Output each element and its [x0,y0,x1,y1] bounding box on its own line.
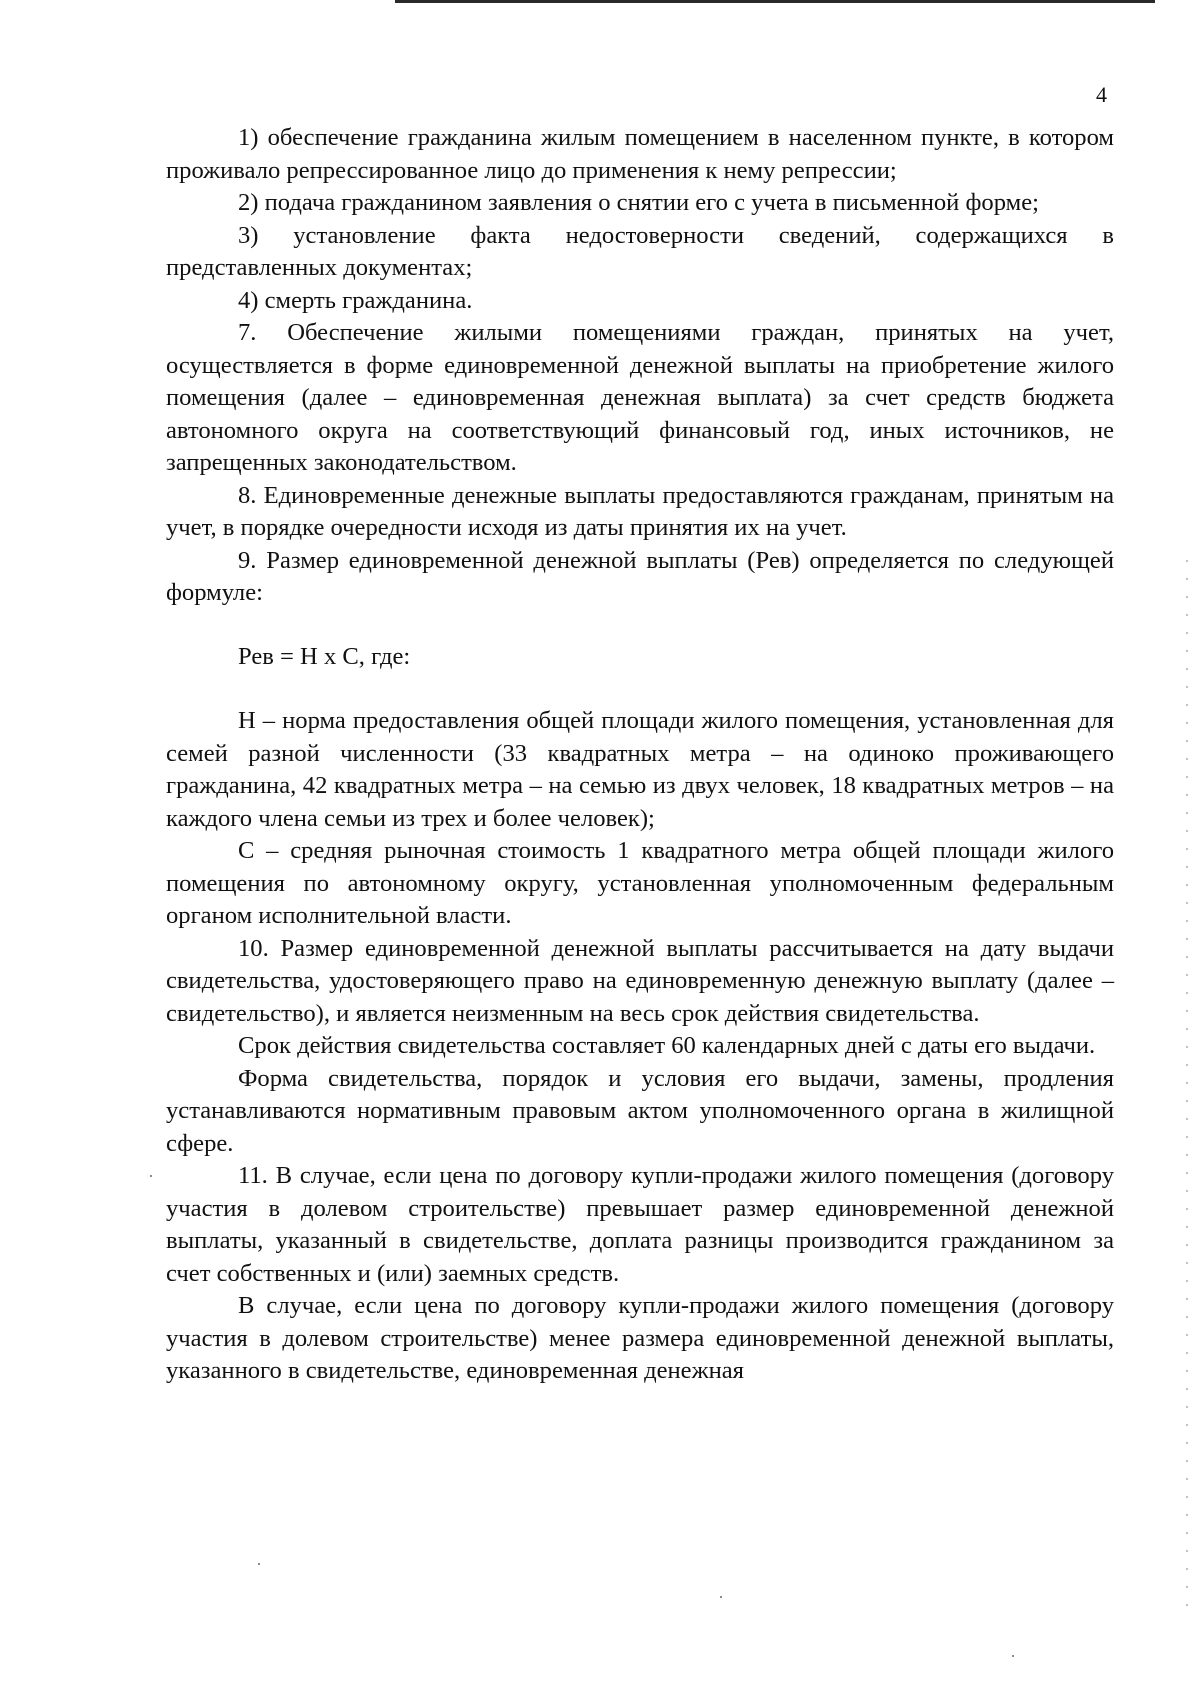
paragraph-item-3: 3) установление факта недостоверности сведений, содержащихся в представленных документах; [166,221,1114,281]
page-number: 4 [1096,82,1107,107]
scan-margin-marks [1186,560,1188,1610]
paragraph-clause-10: 10. Размер единовременной денежной выплаты рассчитывается на дату выдачи свидетельства, удостоверяющего право на единовременную денежную выплату (далее – свидетельство), и является неизменным на весь срок действия свидетельства. [166,934,1114,1027]
scan-speck [150,1175,152,1177]
formula: Рев = Н х С, где: [238,642,411,670]
paragraph-definition-c: С – средняя рыночная стоимость 1 квадратного метра общей площади жилого помещения по автономному округу, установленная уполномоченным федеральным органом исполнительной власти. [166,837,1114,929]
paragraph-definition-h: Н – норма предоставления общей площади жилого помещения, установленная для семей разной численности (33 квадратных метра – на одиноко проживающего гражданина, 42 квадратных метра – на семью из двух человек, 18 квадратных метров – на каждого члена семьи из трех и более человек); [166,707,1114,832]
paragraph-item-2: 2) подача гражданином заявления о снятии его с учета в письменной форме; [238,189,1039,216]
scan-speck [1012,1655,1014,1657]
document-body [166,122,1114,1388]
paragraph-lower-price-case: В случае, если цена по договору купли-продажи жилого помещения (договору участия в долевом строительстве) менее размера единовременной денежной выплаты, указанного в свидетельстве, единовременная денежная [166,1292,1114,1384]
paragraph-clause-11: 11. В случае, если цена по договору купли-продажи жилого помещения (договору участия в долевом строительстве) превышает размер единовременной денежной выплаты, указанный в свидетельстве, доплата разницы производится гражданином за счет собственных и (или) заемных средств. [166,1162,1114,1287]
paragraph-clause-8: 8. Единовременные денежные выплаты предоставляются гражданам, принятым на учет, в порядке очередности исходя из даты принятия их на учет. [166,481,1114,541]
scan-top-rule [395,0,1155,3]
scan-speck [258,1563,260,1565]
scan-speck [720,1596,722,1598]
paragraph-item-1: 1) обеспечение гражданина жилым помещением в населенном пункте, в котором проживало репрессированное лицо до применения к нему репрессии; [166,124,1114,184]
paragraph-validity-term: Срок действия свидетельства составляет 60 календарных дней с даты его выдачи. [238,1032,1096,1059]
paragraph-certificate-form: Форма свидетельства, порядок и условия его выдачи, замены, продления устанавливаются нормативным правовым актом уполномоченного органа в жилищной сфере. [166,1064,1114,1157]
paragraph-item-4: 4) смерть гражданина. [238,286,473,314]
paragraph-clause-7: 7. Обеспечение жилыми помещениями граждан, принятых на учет, осуществляется в форме единовременной денежной выплаты на приобретение жилого помещения (далее – единовременная денежная выплата) за счет средств бюджета автономного округа на соответствующий финансовый год, иных источников, не запрещенных законодательством. [166,319,1114,476]
paragraph-clause-9: 9. Размер единовременной денежной выплаты (Рев) определяется по следующей формуле: [166,546,1114,606]
